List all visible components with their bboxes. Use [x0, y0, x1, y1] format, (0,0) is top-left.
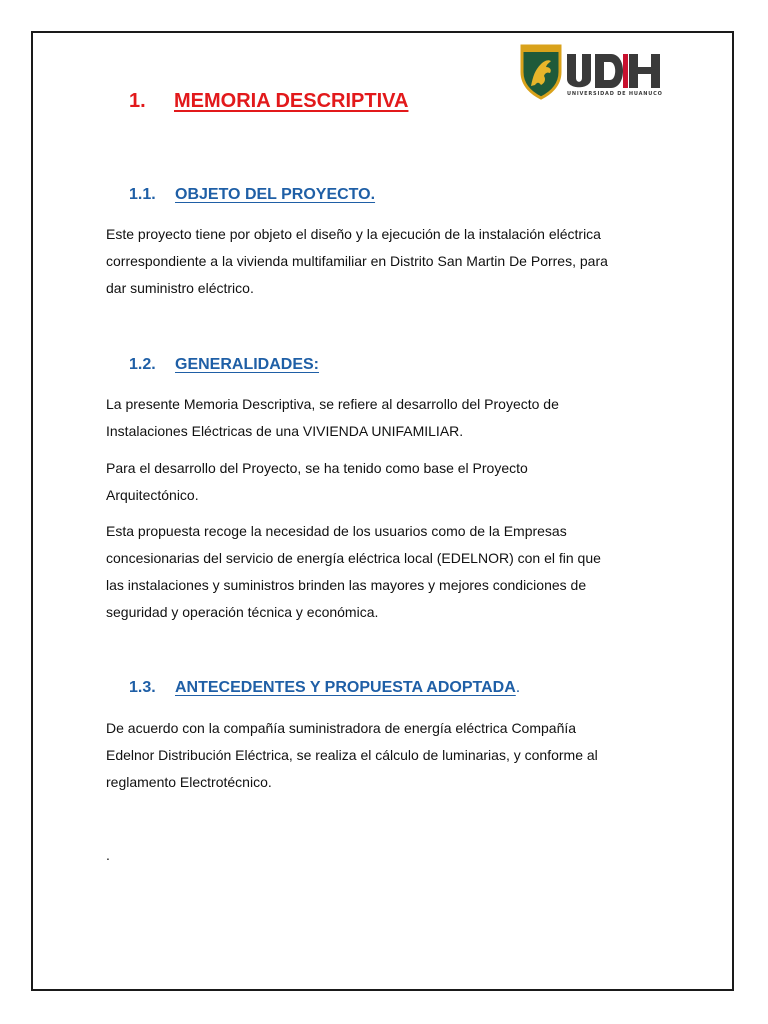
subsection-number: 1.3.: [129, 679, 156, 696]
text-line: Para el desarrollo del Proyecto, se ha tenido como base el Proyecto: [106, 460, 528, 476]
logo-accent-bar: [623, 54, 628, 88]
text-line: dar suministro eléctrico.: [106, 280, 254, 296]
subsection-title: ANTECEDENTES Y PROPUESTA ADOPTADA: [175, 679, 516, 696]
paragraph-generalidades-1: [106, 391, 686, 445]
text-line: .: [106, 847, 110, 863]
text-line: Este proyecto tiene por objeto el diseño y la ejecución de la instalación eléctrica: [106, 226, 601, 242]
logo-letter-d: [595, 54, 623, 88]
section-number: 1.: [129, 90, 146, 112]
text-line: concesionarias del servicio de energía eléctrica local (EDELNOR) con el fin que: [106, 550, 601, 566]
subsection-title: GENERALIDADES:: [175, 356, 320, 373]
logo-subtitle: UNIVERSIDAD DE HUANUCO: [567, 91, 663, 97]
section-title: [129, 90, 408, 113]
subsection-title: OBJETO DEL PROYECTO.: [175, 186, 376, 203]
text-line: seguridad y operación técnica y económica.: [106, 604, 379, 620]
stray-period: [106, 842, 686, 869]
logo-letter-u: [567, 54, 591, 87]
text-line: Arquitectónico.: [106, 487, 199, 503]
logo-letter-h: [629, 54, 660, 88]
paragraph-objeto: [106, 221, 686, 302]
text-line: La presente Memoria Descriptiva, se refiere al desarrollo del Proyecto de: [106, 396, 559, 412]
section-title-text: MEMORIA DESCRIPTIVA: [174, 90, 409, 112]
paragraph-generalidades-3: [106, 518, 686, 626]
text-line: correspondiente a la vivienda multifamiliar en Distrito San Martin De Porres, para: [106, 253, 608, 269]
subsection-number: 1.1.: [129, 186, 156, 203]
text-line: reglamento Electrotécnico.: [106, 774, 272, 790]
subsection-heading-generalidades: [129, 356, 319, 374]
text-line: las instalaciones y suministros brinden las mayores y mejores condiciones de: [106, 577, 587, 593]
subsection-heading-objeto: [129, 186, 375, 204]
subsection-heading-antecedentes: [129, 679, 520, 697]
text-line: Edelnor Distribución Eléctrica, se realiza el cálculo de luminarias, y conforme al: [106, 747, 598, 763]
text-line: Esta propuesta recoge la necesidad de los usuarios como de la Empresas: [106, 523, 567, 539]
udh-logo: [519, 42, 671, 102]
subsection-number: 1.2.: [129, 356, 156, 373]
heading-trailing-period: .: [515, 679, 521, 696]
text-line: De acuerdo con la compañía suministradora de energía eléctrica Compañía: [106, 720, 577, 736]
text-line: Instalaciones Eléctricas de una VIVIENDA UNIFAMILIAR.: [106, 423, 464, 439]
paragraph-antecedentes: [106, 715, 686, 796]
paragraph-generalidades-2: [106, 455, 686, 509]
shield-banner: [523, 45, 559, 52]
